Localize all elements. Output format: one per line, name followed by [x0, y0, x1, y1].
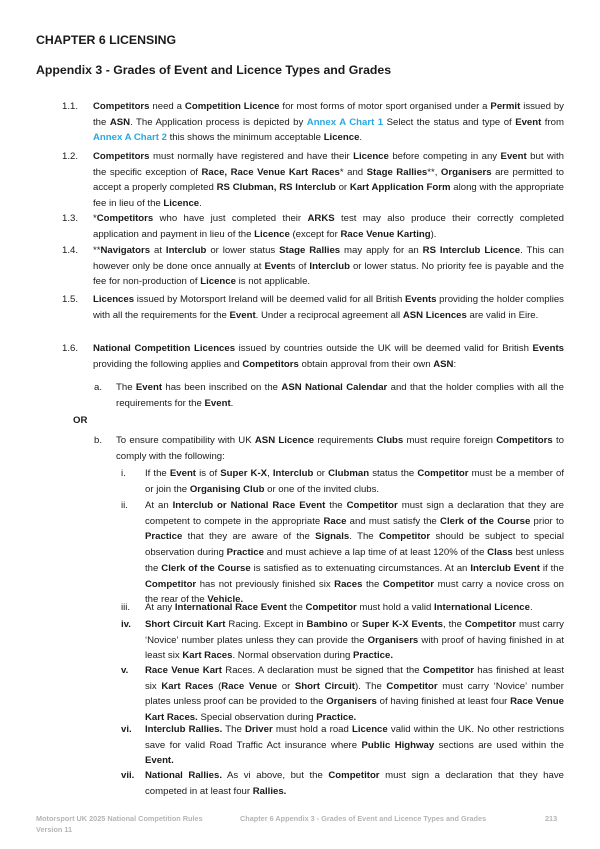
- item-vi: Interclub Rallies. The Driver must hold a road Licence valid within the UK. No other restrictions save for valid Road Traffic Act insurance where Public Highway sections are used within the Event.: [145, 724, 564, 767]
- item-i: If the Event is of Super K-X, Interclub or Clubman status the Competitor must be a member of or join the Organising Club or one of the invited clubs.: [145, 468, 564, 495]
- chapter-heading: CHAPTER 6 LICENSING: [36, 33, 177, 47]
- footer-chapter-title: Chapter 6 Appendix 3 - Grades of Event and Licence Types and Grades: [240, 814, 487, 823]
- sub-number: b.: [94, 435, 103, 446]
- para-number: 1.6.: [62, 343, 79, 354]
- annex-a-chart-1-link[interactable]: Annex A Chart 1: [306, 116, 384, 128]
- paragraph-1-5: Licences issued by Motorsport Ireland will be deemed valid for all British Events providing the holder complies with all the requirements for the Event. Under a reciprocal agreement all ASN Licences are valid in Eire.: [93, 294, 564, 321]
- para-number: 1.2.: [62, 151, 79, 162]
- para-number: 1.5.: [62, 294, 79, 305]
- paragraph-1-4: **Navigators at Interclub or lower status Stage Rallies may apply for an RS Interclub Licence. This can however only be done once annually at Events of Interclub or lower status. No priority fee is payable and the fee for non-production of Licence is not applicable.: [93, 245, 564, 288]
- footer-left: [36, 813, 203, 835]
- roman-number: iii.: [121, 602, 131, 613]
- para-number: 1.3.: [62, 213, 79, 224]
- annex-a-chart-2-link[interactable]: Annex A Chart 2: [93, 132, 167, 144]
- item-vii: National Rallies. As vi above, but the Competitor must sign a declaration that they have competed in at least four Rallies.: [145, 770, 564, 797]
- item-iv: Short Circuit Kart Racing. Except in Bambino or Super K-X Events, the Competitor must carry ‘Novice’ number plates unless they can provide the Organisers with proof of having finished in at least six Kart Races. Normal observation during Practice.: [145, 619, 564, 662]
- paragraph-1-3: *Competitors who have just completed their ARKS test may also produce their correctly completed application and payment in lieu of the Licence (except for Race Venue Karting).: [93, 213, 564, 240]
- or-label: OR: [73, 415, 88, 426]
- roman-number: iv.: [121, 619, 131, 630]
- paragraph-1-2: Competitors must normally have registered and have their Licence before competing in any Event but with the specific exception of Race, Race Venue Kart Races* and Stage Rallies**, Organisers are permitted to accept a properly completed RS Clubman, RS Interclub or Kart Application Form along with the appropriate fee in lieu of the Licence.: [93, 151, 565, 210]
- para-number: 1.4.: [62, 245, 79, 256]
- para-number: 1.1.: [62, 101, 79, 112]
- roman-number: v.: [121, 665, 129, 676]
- item-ii: At an Interclub or National Race Event the Competitor must sign a declaration that they are competent to compete in the appropriate Race and must satisfy the Clerk of the Course prior to Practice that they are aware of the Signals. The Competitor should be subject to special observation during Practice and must achieve a lap time of at least 120% of the Class best unless the Clerk of the Course is satisfied as to extenuating circumstances. At an Interclub Event if the Competitor has not previously finished six Races the Competitor must carry a novice cross on the rear of the Vehicle.: [145, 500, 565, 606]
- roman-number: vi.: [121, 724, 132, 735]
- roman-number: ii.: [121, 500, 128, 511]
- roman-number: i.: [121, 468, 126, 479]
- item-v: Race Venue Kart Races. A declaration must be signed that the Competitor has finished at least six Kart Races (Race Venue or Short Circuit). The Competitor must carry ‘Novice’ number plates unless proof can be provided to the Organisers of having finished at least four Race Venue Kart Races. Special observation during Practice.: [145, 665, 564, 724]
- subitem-b: To ensure compatibility with UK ASN Licence requirements Clubs must require foreign Competitors to comply with the following:: [116, 435, 564, 462]
- page-number: 213: [545, 814, 558, 823]
- subitem-a: The Event has been inscribed on the ASN National Calendar and that the holder complies with all the requirements for the Event.: [116, 382, 564, 409]
- paragraph-1-1: Competitors need a Competition Licence for most forms of motor sport organised under a Permit issued by the ASN. The Application process is depicted by Annex A Chart 1 Select the status and type of Event from Annex A Chart 2 this shows the minimum acceptable Licence.: [93, 101, 564, 144]
- footer-version: Version 11: [36, 825, 73, 834]
- roman-number: vii.: [121, 770, 135, 781]
- appendix-heading: Appendix 3 - Grades of Event and Licence Types and Grades: [36, 63, 392, 77]
- sub-number: a.: [94, 382, 103, 393]
- item-iii: At any International Race Event the Competitor must hold a valid International Licence.: [145, 602, 533, 613]
- paragraph-1-6: National Competition Licences issued by countries outside the UK will be deemed valid for British Events providing the following applies and Competitors obtain approval from their own ASN:: [93, 343, 564, 370]
- footer-rules-title: Motorsport UK 2025 National Competition Rules: [36, 814, 203, 823]
